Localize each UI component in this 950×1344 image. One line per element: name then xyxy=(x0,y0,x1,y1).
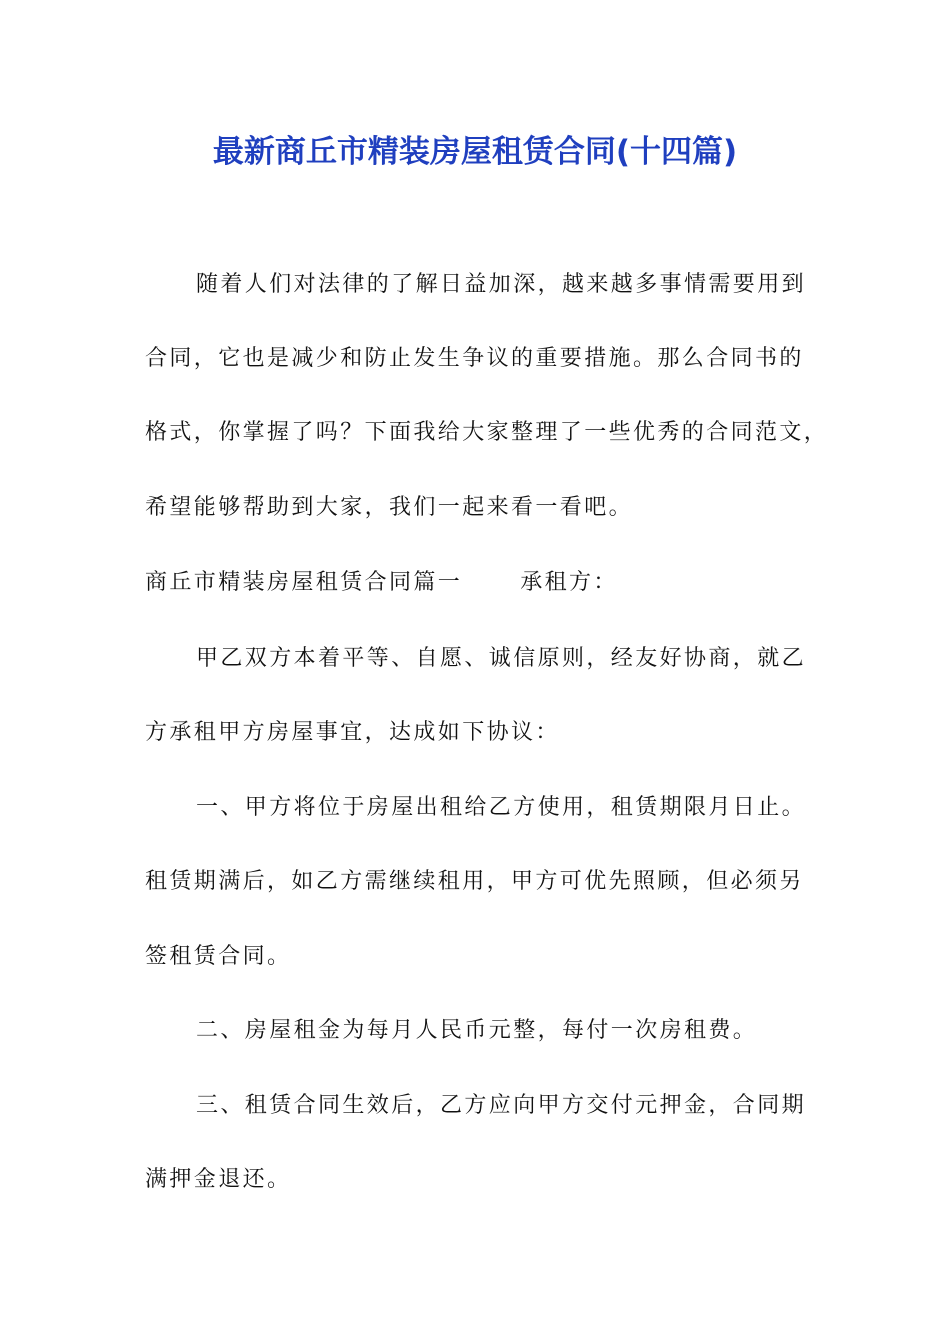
section-party-label: 承租方： xyxy=(520,570,618,595)
paragraph-line: 合同，它也是减少和防止发生争议的重要措施。那么合同书的 xyxy=(145,346,804,371)
paragraph-line: 租赁期满后，如乙方需继续租用，甲方可优先照顾，但必须另 xyxy=(145,869,804,894)
clause-line: 二、房屋租金为每月人民币元整，每付一次房租费。 xyxy=(196,1018,758,1043)
clause-line: 三、租赁合同生效后，乙方应向甲方交付元押金，合同期 xyxy=(196,1093,807,1118)
section-heading: 商丘市精装房屋租赁合同篇一 xyxy=(145,570,463,595)
paragraph-line: 随着人们对法律的了解日益加深，越来越多事情需要用到 xyxy=(196,272,807,297)
document-title: 最新商丘市精装房屋租赁合同(十四篇) xyxy=(212,134,738,170)
clause-line: 一、甲方将位于房屋出租给乙方使用，租赁期限月日止。 xyxy=(196,795,807,820)
section-heading-line xyxy=(145,563,815,603)
paragraph-line: 甲乙双方本着平等、自愿、诚信原则，经友好协商，就乙 xyxy=(196,646,807,671)
paragraph-line: 满押金退还。 xyxy=(145,1167,292,1192)
paragraph-line: 希望能够帮助到大家，我们一起来看一看吧。 xyxy=(145,495,634,520)
paragraph-line: 格式，你掌握了吗？下面我给大家整理了一些优秀的合同范文， xyxy=(145,420,829,445)
paragraph-line: 签租赁合同。 xyxy=(145,944,292,969)
paragraph-line: 方承租甲方房屋事宜，达成如下协议： xyxy=(145,720,560,745)
